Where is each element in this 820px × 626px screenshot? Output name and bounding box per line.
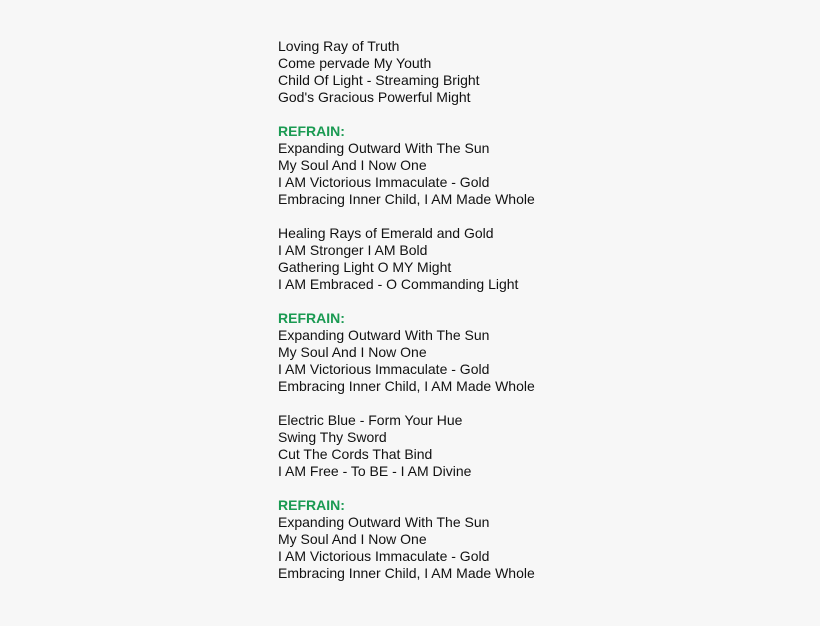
verse-line: I AM Embraced - O Commanding Light (278, 276, 519, 292)
refrain-line: Embracing Inner Child, I AM Made Whole (278, 565, 535, 581)
refrain-2 (278, 310, 798, 395)
verse-2 (278, 225, 798, 293)
refrain-line: Embracing Inner Child, I AM Made Whole (278, 191, 535, 207)
refrain-3 (278, 497, 798, 582)
refrain-line: Expanding Outward With The Sun (278, 514, 490, 530)
refrain-line: Expanding Outward With The Sun (278, 140, 490, 156)
verse-line: Healing Rays of Emerald and Gold (278, 225, 494, 241)
refrain-line: I AM Victorious Immaculate - Gold (278, 548, 490, 564)
refrain-label: REFRAIN: (278, 497, 345, 513)
verse-1 (278, 38, 798, 106)
refrain-line: Embracing Inner Child, I AM Made Whole (278, 378, 535, 394)
verse-line: I AM Stronger I AM Bold (278, 242, 428, 258)
verse-line: Come pervade My Youth (278, 55, 432, 71)
refrain-line: My Soul And I Now One (278, 344, 427, 360)
verse-line: Child Of Light - Streaming Bright (278, 72, 480, 88)
refrain-label: REFRAIN: (278, 123, 345, 139)
refrain-line: My Soul And I Now One (278, 157, 427, 173)
verse-line: Gathering Light O MY Might (278, 259, 452, 275)
refrain-1 (278, 123, 798, 208)
refrain-line: My Soul And I Now One (278, 531, 427, 547)
verse-3 (278, 412, 798, 480)
verse-line: Swing Thy Sword (278, 429, 387, 445)
refrain-line: I AM Victorious Immaculate - Gold (278, 174, 490, 190)
verse-line: Loving Ray of Truth (278, 38, 400, 54)
verse-line: Electric Blue - Form Your Hue (278, 412, 463, 428)
verse-line: Cut The Cords That Bind (278, 446, 433, 462)
refrain-label: REFRAIN: (278, 310, 345, 326)
verse-line: God's Gracious Powerful Might (278, 89, 471, 105)
refrain-line: I AM Victorious Immaculate - Gold (278, 361, 490, 377)
refrain-line: Expanding Outward With The Sun (278, 327, 490, 343)
lyrics-sheet (278, 38, 798, 599)
verse-line: I AM Free - To BE - I AM Divine (278, 463, 472, 479)
